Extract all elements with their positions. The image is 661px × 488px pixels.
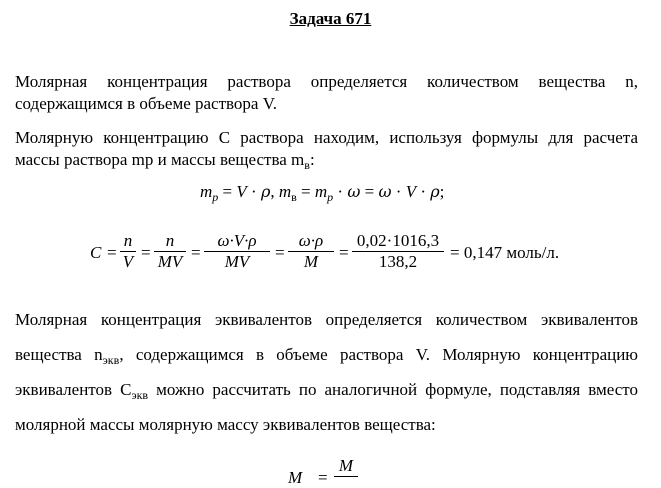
paragraph-molar-definition: Молярная концентрация раствора определяется количеством вещества n, содержащимся в объеме раствора V. [15,72,638,113]
fraction-n-over-MV: n MV [154,231,186,272]
task-title: Задача 671 [289,9,372,28]
mass-formula: $m_p = V \cdot \rho$, $m_в = m_p \cdot \omega = \omega \cdot V \cdot \rho$; [200,182,445,204]
fraction-M-partial: M [334,456,358,477]
paragraph-equivalent-concentration: Молярная концентрация эквивалентов определяется количеством эквивалентов вещества $n_{экв}$, содержащимся в объеме раствора V. Молярную концентрацию эквивалентов $С_{экв}$ можно рассчитать по аналогичной формуле, подставляя вместо молярной массы молярную массу эквивалентов вещества: [15,310,639,434]
fraction-n-over-V: n V [120,231,136,272]
fraction-wVr-over-MV: ω·V·ρ MV [204,231,270,272]
fraction-numeric: 0,02·1016,3 138,2 [352,231,444,272]
paragraph-formula-intro: Молярную концентрацию С раствора находим, используя формулы для расчета массы раствора mр и массы вещества $m_в$: [15,128,638,172]
fraction-wr-over-M: ω·ρ M [288,231,334,272]
